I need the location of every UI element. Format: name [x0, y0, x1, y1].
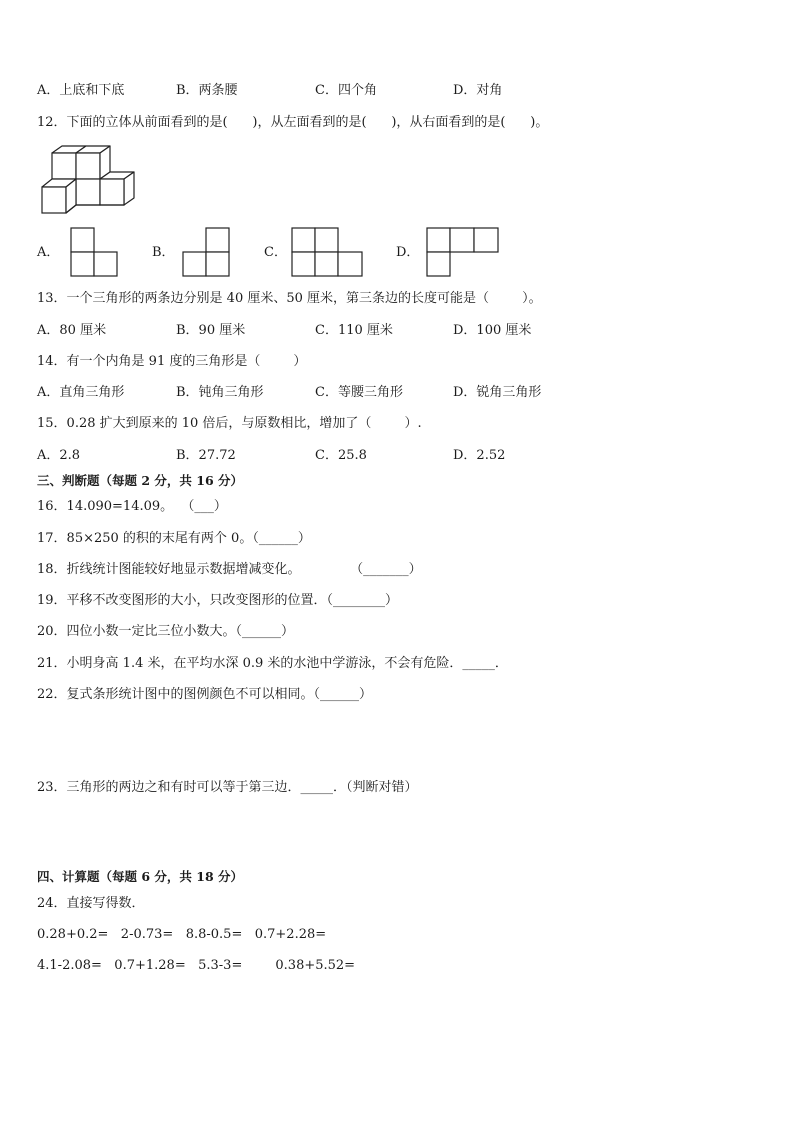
judge-item-16: 16．14.090=14.09。 （___） — [37, 499, 227, 514]
q12-label-c: C． — [264, 245, 287, 260]
q11-option-d: D．对角 — [453, 83, 503, 98]
q15-option-a: A．2.8 — [37, 448, 81, 463]
q11-option-c: C．四个角 — [315, 83, 377, 98]
judge-item-18: 18．折线统计图能较好地显示数据增减变化。 （_______） — [37, 562, 422, 577]
q12-solid-figure — [40, 145, 135, 215]
q15-question: 15．0.28 扩大到原来的 10 倍后，与原数相比，增加了（ ）. — [37, 416, 422, 431]
judge-item-22: 22．复式条形统计图中的图例颜色不可以相同。（______） — [37, 687, 373, 702]
q14-option-c: C．等腰三角形 — [315, 385, 403, 400]
judge-item-23: 23．三角形的两边之和有时可以等于第三边．_____．（判断对错） — [37, 780, 418, 795]
q12-figure-a — [71, 228, 121, 278]
q12-question: 12．下面的立体从前面看到的是( )，从左面看到的是( )，从右面看到的是( )。 — [37, 115, 549, 130]
q12-label-b: B． — [152, 245, 175, 260]
q14-question: 14．有一个内角是 91 度的三角形是（ ） — [37, 354, 307, 369]
judge-item-20: 20．四位小数一定比三位小数大。（______） — [37, 624, 295, 639]
q13-question: 13．一个三角形的两条边分别是 40 厘米、50 厘米，第三条边的长度可能是（ ）。 — [37, 291, 542, 306]
q13-option-a: A．80 厘米 — [37, 323, 107, 338]
q14-option-b: B．钝角三角形 — [176, 385, 264, 400]
q12-figure-d — [427, 228, 501, 278]
q12-figure-b — [183, 228, 233, 278]
q11-option-b: B．两条腰 — [176, 83, 238, 98]
judge-item-17: 17．85×250 的积的末尾有两个 0。（______） — [37, 531, 311, 546]
q14-option-d: D．锐角三角形 — [453, 385, 542, 400]
q13-option-b: B．90 厘米 — [176, 323, 246, 338]
q13-option-d: D．100 厘米 — [453, 323, 532, 338]
q24-row-2: 4.1-2.08= 0.7+1.28= 5.3-3= 0.38+5.52= — [37, 958, 356, 973]
q12-figure-c — [292, 228, 366, 278]
q15-option-c: C．25.8 — [315, 448, 367, 463]
q12-label-a: A． — [37, 245, 60, 260]
q24-question: 24．直接写得数． — [37, 896, 145, 911]
q12-label-d: D． — [396, 245, 420, 260]
q15-option-d: D．2.52 — [453, 448, 506, 463]
judge-item-19: 19．平移不改变图形的大小，只改变图形的位置．（________） — [37, 593, 399, 608]
section-3-heading: 三、判断题（每题 2 分，共 16 分） — [37, 473, 244, 488]
q14-option-a: A．直角三角形 — [37, 385, 125, 400]
judge-item-21: 21．小明身高 1.4 米，在平均水深 0.9 米的水池中学游泳，不会有危险．_____． — [37, 656, 508, 671]
section-4-heading: 四、计算题（每题 6 分，共 18 分） — [37, 869, 244, 884]
q11-option-a: A．上底和下底 — [37, 83, 125, 98]
q15-option-b: B．27.72 — [176, 448, 236, 463]
q24-row-1: 0.28+0.2= 2-0.73= 8.8-0.5= 0.7+2.28= — [37, 927, 327, 942]
q13-option-c: C．110 厘米 — [315, 323, 393, 338]
